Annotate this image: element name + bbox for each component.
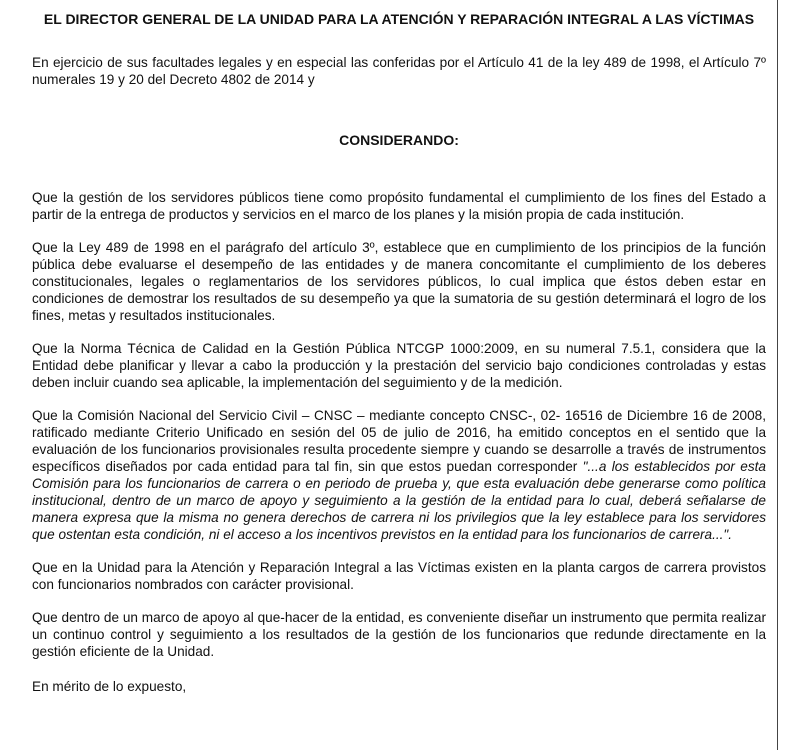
considerando-heading: CONSIDERANDO:	[339, 132, 459, 148]
cnsc-opening-text: Que la Comisión Nacional del Servicio Civil – CNSC – mediante concepto CNSC-, 02- 16516 de Diciembre 16 de 2008, ratificado mediante Criterio Unificado en sesión del 05 de julio de 2016, ha emitido conceptos en el sentido que la evaluación de los funcionarios provisionales resulta procedente siempre y cuando se desarrolle a través de instrumentos específicos diseñados por cada entidad para tal fin, sin que estos puedan corresponder	[32, 408, 766, 474]
intro-paragraph: En ejercicio de sus facultades legales y en especial las conferidas por el Artículo 41 de la ley 489 de 1998, el Artículo 7º numerales 19 y 20 del Decreto 4802 de 2014 y	[32, 55, 766, 87]
cnsc-quote-text: "...a los establecidos por esta Comisión para los funcionarios de carrera o en periodo de prueba y, que esta evaluación debe generarse como política institucional, dentro de un marco de apoyo y seguimiento a la gestión de la entidad para lo cual, deberá señalarse de manera expresa que la misma no genera derechos de carrera ni los privilegios que la ley establece para los servidores que ostentan esta condición, ni el acceso a los incentivos previstos en la entidad para los funcionarios de carrera...".	[32, 459, 766, 542]
paragraph-marco-apoyo: Que dentro de un marco de apoyo al que-hacer de la entidad, es conveniente diseñar un instrumento que permita realizar un continuo control y seguimiento a los resultados de la gestión de los funcionarios que redunde directamente en la gestión eficiente de la Unidad.	[32, 610, 766, 659]
document-page	[32, 0, 766, 695]
page-right-edge	[777, 0, 778, 750]
document-title: EL DIRECTOR GENERAL DE LA UNIDAD PARA LA ATENCIÓN Y REPARACIÓN INTEGRAL A LAS VÍCTIMAS	[43, 11, 755, 27]
paragraph-gestion: Que la gestión de los servidores públicos tiene como propósito fundamental el cumplimiento de los fines del Estado a partir de la entrega de productos y servicios en el marco de los planes y la misión propia de cada institución.	[32, 190, 766, 222]
paragraph-ley-489: Que la Ley 489 de 1998 en el parágrafo del artículo 3º, establece que en cumplimiento de los principios de la función pública debe evaluarse el desempeño de las entidades y de manera concomitante el cumplimiento de los deberes constitucionales, legales o reglamentarios de los servidores públicos, lo cual implica que éstos deben estar en condiciones de demostrar los resultados de su desempeño ya que la sumatoria de su gestión determinará el logro de los fines, metas y resultados institucionales.	[32, 240, 766, 323]
paragraph-unidad: Que en la Unidad para la Atención y Reparación Integral a las Víctimas existen en la planta cargos de carrera provistos con funcionarios nombrados con carácter provisional.	[32, 560, 766, 592]
paragraph-cnsc	[32, 407, 766, 543]
paragraph-norma-tecnica: Que la Norma Técnica de Calidad en la Gestión Pública NTCGP 1000:2009, en su numeral 7.5.1, considera que la Entidad debe planificar y llevar a cabo la producción y la prestación del servicio bajo condiciones controladas y estas deben incluir cuando sea aplicable, la implementación del seguimiento y de la medición.	[32, 341, 766, 390]
closing-line: En mérito de lo expuesto,	[32, 679, 187, 694]
